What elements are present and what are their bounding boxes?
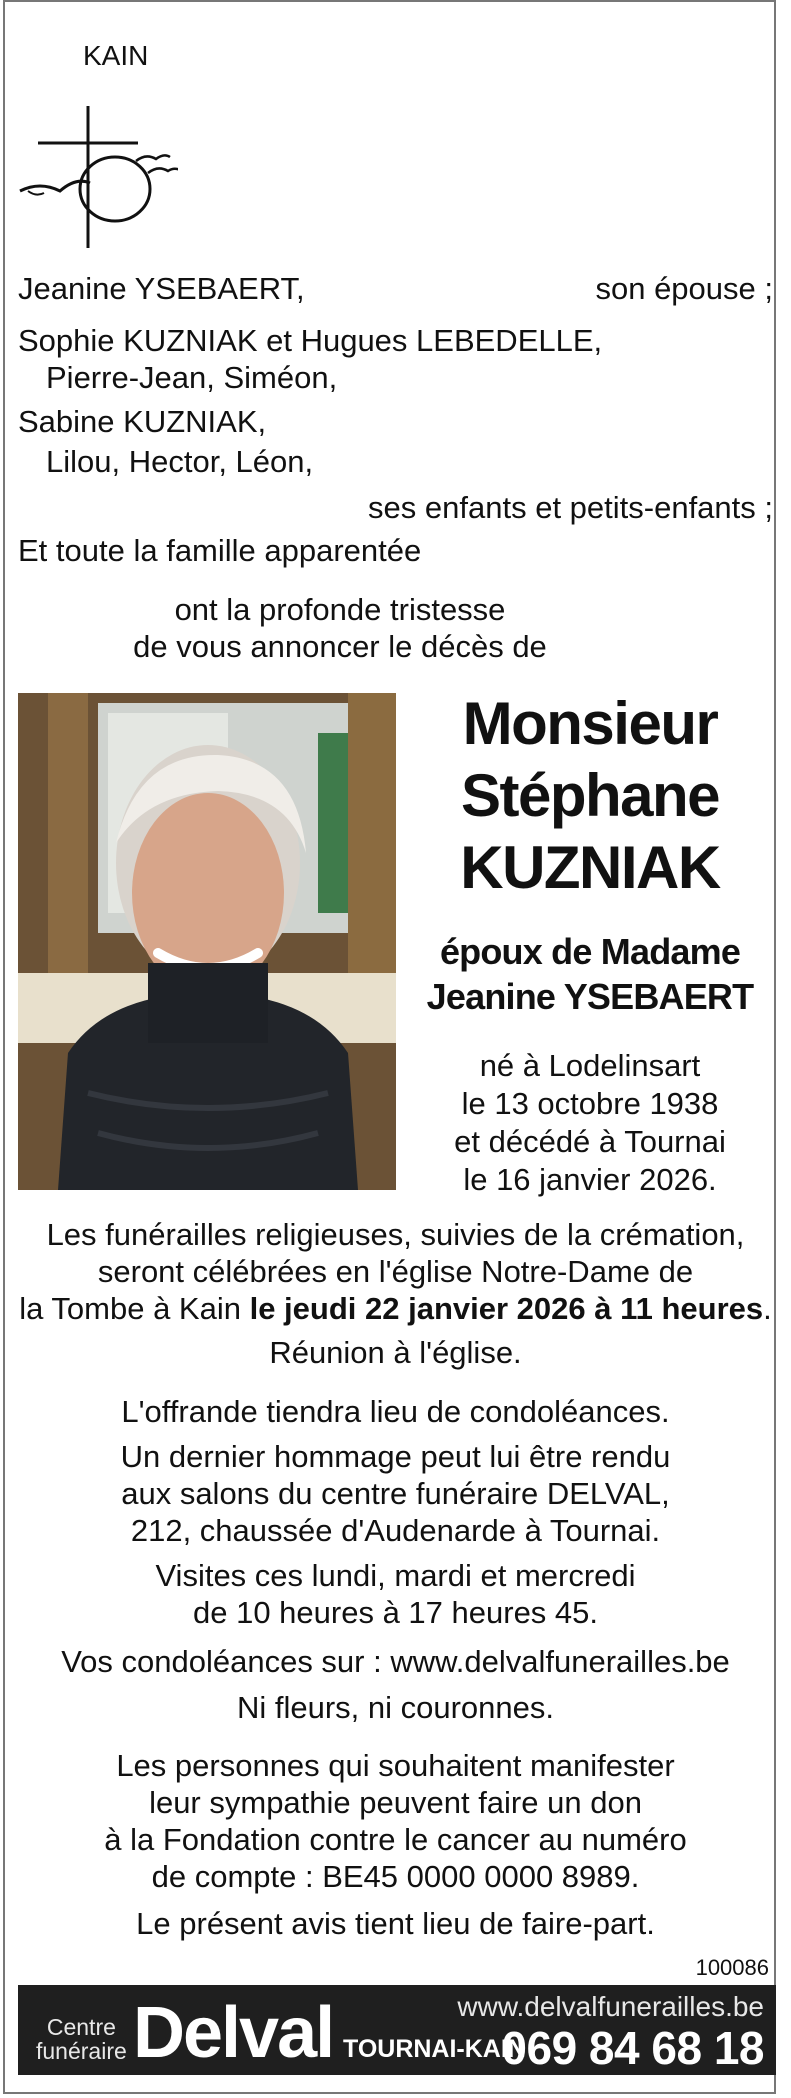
funeral-line-1: Les funérailles religieuses, suivies de la crémation, <box>46 1217 745 1252</box>
spouse-line-1: époux de Madame <box>439 931 741 972</box>
intro-line-1: ont la profonde tristesse <box>174 592 506 627</box>
donation-line-2: leur sympathie peuvent faire un don <box>149 1785 642 1820</box>
family-line-grandchildren-2: Lilou, Hector, Léon, <box>46 444 314 479</box>
death-date: le 16 janvier 2026. <box>463 1162 717 1197</box>
birth-date: le 13 octobre 1938 <box>461 1086 719 1121</box>
family-line-extended: Et toute la famille apparentée <box>18 533 422 568</box>
donation-line-4: de compte : BE45 0000 0000 8989. <box>151 1859 640 1894</box>
family-role-spouse: son épouse ; <box>595 271 773 306</box>
funeral-line-3-pre: la Tombe à Kain <box>19 1291 250 1326</box>
family-line-children-1: Sophie KUZNIAK et Hugues LEBEDELLE, <box>18 323 603 358</box>
donation-line-3: à la Fondation contre le cancer au numéro <box>104 1822 687 1857</box>
homage-line-2: aux salons du centre funéraire DELVAL, <box>121 1476 670 1511</box>
place-heading: KAIN <box>83 40 149 71</box>
homage-line-3: 212, chaussée d'Audenarde à Tournai. <box>130 1513 661 1548</box>
family-line-spouse: Jeanine YSEBAERT, <box>18 271 305 306</box>
banner-brand: Delval <box>133 1993 334 2073</box>
funeral-line-3-post: . <box>763 1291 772 1326</box>
funeral-line-3 <box>0 1290 791 1328</box>
donation-line-1: Les personnes qui souhaitent manifester <box>116 1748 675 1783</box>
spouse-line-2: Jeanine YSEBAERT <box>426 976 754 1017</box>
homage-line-1: Un dernier hommage peut lui être rendu <box>120 1439 671 1474</box>
family-line-children-2: Sabine KUZNIAK, <box>18 404 267 439</box>
death-place: et décédé à Tournai <box>454 1124 726 1159</box>
banner-url[interactable]: www.delvalfunerailles.be <box>457 1991 764 2022</box>
funeral-home-banner <box>18 1985 776 2075</box>
banner-phone[interactable]: 069 84 68 18 <box>501 2022 764 2074</box>
banner-city: TOURNAI-KAIN <box>343 2035 526 2063</box>
portrait-photo <box>18 693 396 1190</box>
offering-line: L'offrande tiendra lieu de condoléances. <box>121 1394 670 1429</box>
family-role-children: ses enfants et petits-enfants ; <box>368 490 773 525</box>
deceased-last-name: KUZNIAK <box>460 834 720 901</box>
family-line-grandchildren-1: Pierre-Jean, Siméon, <box>46 360 338 395</box>
funeral-line-2: seront célébrées en l'église Notre-Dame de <box>97 1254 694 1289</box>
intro-line-2: de vous annoncer le décès de <box>133 629 547 664</box>
funeral-date-time: le jeudi 22 janvier 2026 à 11 heures <box>249 1291 764 1326</box>
visits-line-2: de 10 heures à 17 heures 45. <box>192 1595 599 1630</box>
banner-centre-line-1: Centre <box>46 2014 116 2040</box>
condolences-line: Vos condoléances sur : www.delvalfunerailles.be <box>61 1644 730 1679</box>
deceased-first-name: Stéphane <box>460 762 720 829</box>
reference-number: 100086 <box>695 1955 769 1980</box>
meeting-line: Réunion à l'église. <box>269 1335 522 1370</box>
banner-centre-line-2: funéraire <box>36 2038 127 2064</box>
notice-line: Le présent avis tient lieu de faire-part. <box>136 1906 655 1941</box>
no-flowers-line: Ni fleurs, ni couronnes. <box>236 1690 555 1725</box>
banner-centre-label <box>36 2015 127 2063</box>
cross-sun-birds-icon <box>18 103 178 253</box>
visits-line-1: Visites ces lundi, mardi et mercredi <box>155 1558 636 1593</box>
birth-place: né à Lodelinsart <box>479 1048 701 1083</box>
deceased-title: Monsieur <box>462 690 718 757</box>
